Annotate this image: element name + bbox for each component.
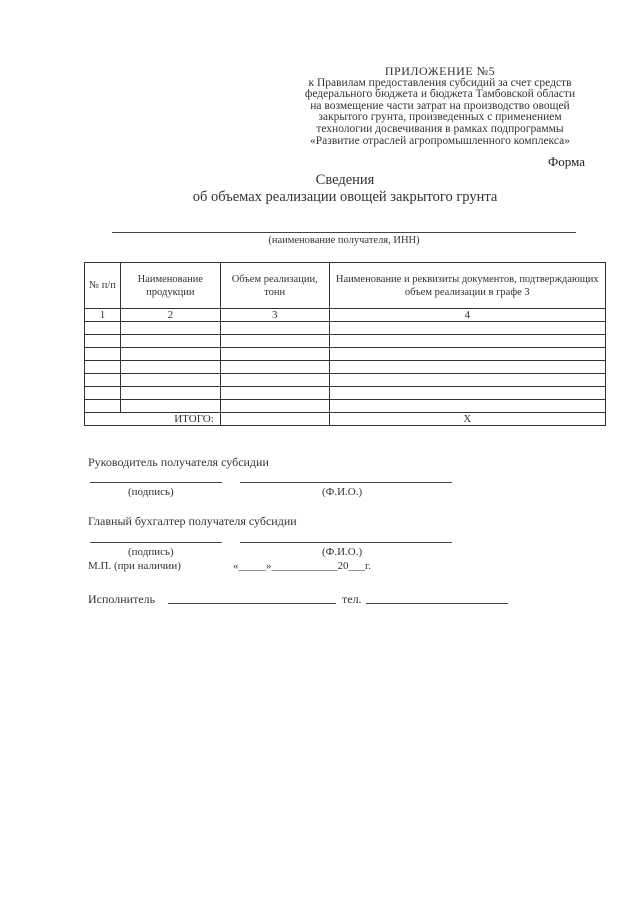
phone-field-line[interactable]	[366, 603, 508, 604]
accountant-signature-caption: (подпись)	[128, 546, 174, 558]
table-header-row	[85, 263, 606, 309]
table-cell[interactable]	[120, 387, 220, 400]
appendix-header	[270, 66, 610, 147]
column-number: 3	[220, 309, 329, 322]
table-row	[85, 387, 606, 400]
accountant-signature-line[interactable]	[90, 542, 222, 543]
accountant-title: Главный бухгалтер получателя субсидии	[88, 514, 297, 528]
table-column-numbers-row	[85, 309, 606, 322]
date-field[interactable]: «_____»____________20___г.	[233, 560, 372, 572]
table-cell[interactable]	[120, 348, 220, 361]
table-cell[interactable]	[220, 348, 329, 361]
document-title-line1: Сведения	[315, 172, 375, 188]
appendix-line: закрытого грунта, произведенных с применением	[318, 111, 562, 124]
table-cell[interactable]	[329, 322, 605, 335]
table-cell[interactable]	[120, 400, 220, 413]
table-cell[interactable]	[85, 335, 121, 348]
table-cell[interactable]	[120, 361, 220, 374]
table-cell[interactable]	[120, 322, 220, 335]
table-row	[85, 374, 606, 387]
phone-label: тел.	[342, 592, 362, 606]
column-number: 4	[329, 309, 605, 322]
document-title-line2: об объемах реализации овощей закрытого грунта	[192, 189, 498, 205]
table-cell[interactable]	[85, 361, 121, 374]
column-number: 2	[120, 309, 220, 322]
document-title	[120, 172, 570, 206]
header-volume: Объем реализации, тонн	[220, 263, 329, 309]
header-product: Наименование продукции	[120, 263, 220, 309]
table-cell[interactable]	[329, 374, 605, 387]
appendix-line: технологии досвечивания в рамках подпрограммы	[316, 122, 564, 135]
column-number: 1	[85, 309, 121, 322]
table-cell[interactable]	[120, 374, 220, 387]
appendix-title: ПРИЛОЖЕНИЕ №5	[384, 64, 496, 78]
executor-field-line[interactable]	[168, 603, 336, 604]
form-label: Форма	[548, 154, 585, 169]
head-signature-line[interactable]	[90, 482, 222, 483]
recipient-caption: (наименование получателя, ИНН)	[268, 235, 420, 246]
recipient-field-line[interactable]	[112, 232, 576, 233]
table-row	[85, 348, 606, 361]
appendix-line: федерального бюджета и бюджета Тамбовской области	[304, 88, 576, 101]
table-cell[interactable]	[220, 361, 329, 374]
volumes-table	[84, 262, 606, 426]
table-cell[interactable]	[220, 400, 329, 413]
table-cell[interactable]	[329, 348, 605, 361]
table-row	[85, 335, 606, 348]
stamp-label: М.П. (при наличии)	[88, 560, 181, 572]
table-cell[interactable]	[329, 335, 605, 348]
appendix-line: к Правилам предоставления субсидий за счет средств	[308, 76, 572, 89]
header-number: № п/п	[85, 263, 121, 309]
table-cell[interactable]	[85, 348, 121, 361]
executor-label: Исполнитель	[88, 592, 156, 606]
table-cell[interactable]	[85, 387, 121, 400]
table-total-row	[85, 413, 606, 426]
table-cell[interactable]	[329, 400, 605, 413]
table-cell[interactable]	[220, 322, 329, 335]
total-label: ИТОГО:	[85, 413, 221, 426]
table-cell[interactable]	[220, 387, 329, 400]
head-name-line[interactable]	[240, 482, 452, 483]
accountant-name-caption: (Ф.И.О.)	[322, 546, 363, 558]
head-name-caption: (Ф.И.О.)	[322, 486, 363, 498]
table-cell[interactable]	[329, 387, 605, 400]
table-row	[85, 322, 606, 335]
appendix-line: «Развитие отраслей агропромышленного комплекса»	[310, 134, 570, 147]
table-cell[interactable]	[120, 335, 220, 348]
table-row	[85, 361, 606, 374]
total-mark: Х	[329, 413, 605, 426]
head-signature-caption: (подпись)	[128, 486, 174, 498]
head-title: Руководитель получателя субсидии	[88, 455, 269, 469]
table-cell[interactable]	[329, 361, 605, 374]
table-cell[interactable]	[220, 374, 329, 387]
accountant-name-line[interactable]	[240, 542, 452, 543]
table-row	[85, 400, 606, 413]
appendix-line: на возмещение части затрат на производство овощей	[310, 99, 570, 112]
table-cell[interactable]	[85, 374, 121, 387]
table-cell[interactable]	[220, 335, 329, 348]
table-cell[interactable]	[85, 400, 121, 413]
table-cell[interactable]	[85, 322, 121, 335]
total-volume-cell[interactable]	[220, 413, 329, 426]
header-documents: Наименование и реквизиты документов, подтверждающих объем реализации в графе 3	[329, 263, 605, 309]
